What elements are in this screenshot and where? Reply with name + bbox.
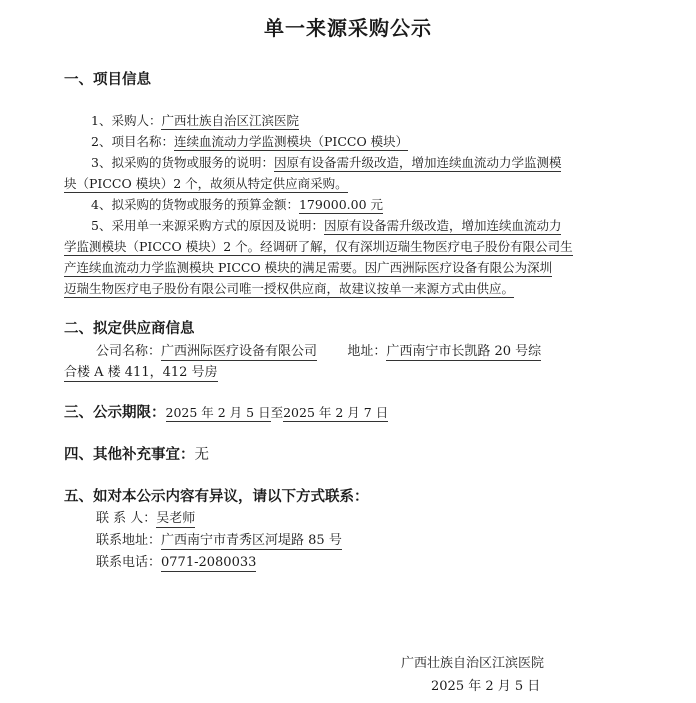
item-5-line2: 学监测模块（PICCO 模块）2 个。经调研了解，仅有深圳迈瑞生物医疗电子股份有限公司生	[64, 239, 573, 254]
supplier-address-continuation	[64, 361, 218, 380]
item-3-value-line2: 块（PICCO 模块）2 个，故须从特定供应商采购。	[64, 176, 348, 191]
contact-person-label: 联 系 人：	[96, 511, 157, 526]
contact-address-line	[96, 529, 342, 548]
item-1-purchaser	[91, 111, 299, 129]
item-2-label: 2、项目名称：	[91, 134, 174, 149]
item-5-continuation-3	[64, 279, 514, 297]
signature-org: 广西壮族自治区江滨医院	[401, 656, 545, 671]
contact-phone-value: 0771-2080033	[161, 555, 257, 570]
item-3-description	[91, 153, 561, 171]
supplier-address-line1: 广西南宁市长凯路 20 号综	[386, 344, 542, 359]
section-3-heading: 三、公示期限：	[64, 404, 166, 421]
item-5-reason	[91, 216, 561, 234]
item-4-budget	[91, 195, 383, 213]
supplier-company-line	[96, 340, 541, 359]
section-4-heading: 四、其他补充事宜：	[64, 446, 195, 463]
item-4-value: 179000.00 元	[298, 197, 384, 212]
item-4-label: 4、拟采购的货物或服务的预算金额：	[91, 197, 299, 212]
item-1-label: 1、采购人：	[91, 113, 162, 128]
period-start: 2025 年 2 月 5 日	[165, 405, 271, 420]
item-3-label: 3、拟采购的货物或服务的说明：	[91, 155, 274, 170]
supplier-address-label: 地址：	[347, 344, 387, 359]
item-5-line1: 因原有设备需升级改造，增加连续血流动力	[323, 218, 562, 233]
item-3-value-line1: 因原有设备需升级改造，增加连续血流动力学监测模	[273, 155, 562, 170]
company-value: 广西洲际医疗设备有限公司	[161, 344, 318, 359]
item-5-line4: 迈瑞生物医疗电子股份有限公司唯一授权供应商，故建议按单一来源方式由供应。	[64, 281, 515, 296]
section-2-heading: 二、拟定供应商信息	[64, 320, 195, 337]
item-5-continuation-2	[64, 258, 552, 276]
contact-person-value: 吴老师	[156, 511, 196, 526]
item-2-value: 连续血流动力学监测模块（PICCO 模块）	[173, 134, 409, 149]
contact-person-line	[96, 507, 195, 526]
period-separator: 至	[270, 405, 284, 420]
section-4-value: 无	[194, 447, 209, 463]
item-5-label: 5、采用单一来源采购方式的原因及说明：	[91, 218, 324, 233]
contact-phone-label: 联系电话：	[96, 555, 162, 570]
item-5-line3: 产连续血流动力学监测模块 PICCO 模块的满足需要。因广西洲际医疗设备有限公为深圳	[64, 260, 553, 275]
item-3-continuation	[64, 174, 348, 192]
item-5-continuation-1	[64, 237, 573, 255]
contact-address-label: 联系地址：	[96, 533, 162, 548]
supplier-address-line2: 合楼 A 楼 411，412 号房	[64, 365, 218, 380]
period-end: 2025 年 2 月 7 日	[283, 405, 389, 420]
page-title: 单一来源采购公示	[264, 16, 432, 40]
section-3-line	[64, 401, 388, 422]
section-5-heading: 五、如对本公示内容有异议，请以下方式联系：	[64, 488, 369, 505]
section-1-heading: 一、项目信息	[64, 71, 151, 88]
signature-date: 2025 年 2 月 5 日	[431, 679, 541, 694]
contact-phone-line	[96, 551, 256, 570]
contact-address-value: 广西南宁市青秀区河堤路 85 号	[161, 533, 342, 548]
item-2-project-name	[91, 132, 408, 150]
item-1-value: 广西壮族自治区江滨医院	[161, 113, 299, 128]
company-label: 公司名称：	[96, 344, 162, 359]
section-4-line	[64, 443, 209, 464]
